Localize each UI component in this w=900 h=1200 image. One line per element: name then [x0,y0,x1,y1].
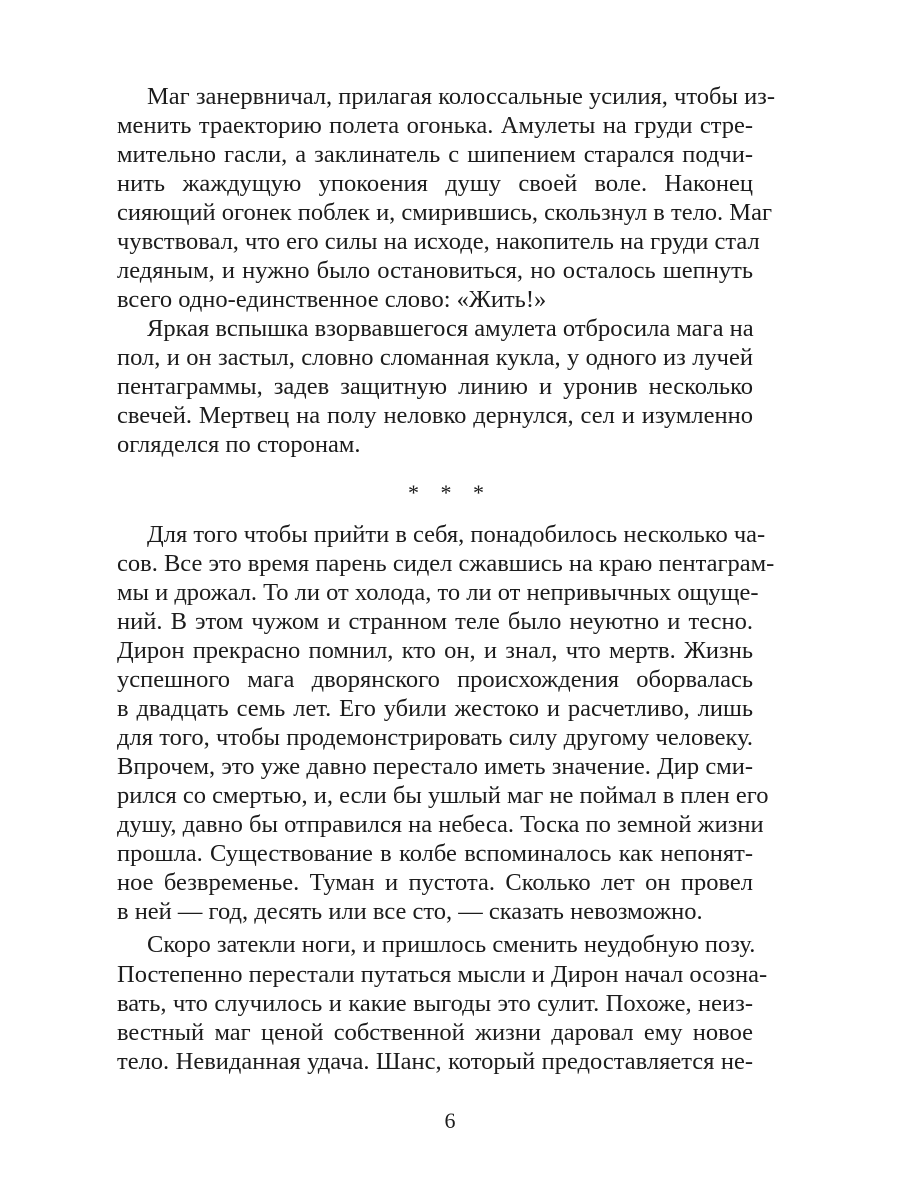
text-line: Яркая вспышка взорвавшегося амулета отбросила мага на [147,315,754,342]
text-line: вать, что случилось и какие выгоды это сулит. Похоже, неиз- [117,990,753,1017]
text-line: вестный маг ценой собственной жизни даровал ему новое [117,1019,753,1046]
text-line: Впрочем, это уже давно перестало иметь значение. Дир сми- [117,753,753,780]
text-line: Маг занервничал, прилагая колоссальные усилия, чтобы из- [147,83,776,110]
text-line: прошла. Существование в колбе вспоминалось как непонят- [117,840,753,867]
text-line: в двадцать семь лет. Его убили жестоко и расчетливо, лишь [117,695,753,722]
text-line: пентаграммы, задев защитную линию и уронив несколько [117,373,753,400]
text-line: рился со смертью, и, если бы ушлый маг не поймал в плен его [117,782,769,809]
text-line: Дирон прекрасно помнил, кто он, и знал, что мертв. Жизнь [117,637,753,664]
text-line: сов. Все это время парень сидел сжавшись на краю пентаграм- [117,550,775,577]
text-line: ний. В этом чужом и странном теле было неуютно и тесно. [117,608,753,635]
text-line: огляделся по сторонам. [117,431,361,458]
text-line: тело. Невиданная удача. Шанс, который предоставляется не- [117,1048,753,1075]
text-line: душу, давно бы отправился на небеса. Тоска по земной жизни [117,811,764,838]
text-line: успешного мага дворянского происхождения оборвалась [117,666,753,693]
text-line: нить жаждущую упокоения душу своей воле. Наконец [117,170,753,197]
text-line: ное безвременье. Туман и пустота. Сколько лет он провел [117,869,753,896]
text-line: Постепенно перестали путаться мысли и Дирон начал осозна- [117,961,768,988]
text-line: Скоро затекли ноги, и пришлось сменить неудобную позу. [147,931,756,958]
text-line: в ней — год, десять или все сто, — сказать невозможно. [117,898,703,925]
text-line: менить траекторию полета огонька. Амулеты на груди стре- [117,112,753,139]
text-line: чувствовал, что его силы на исходе, накопитель на груди стал [117,228,760,255]
text-line: свечей. Мертвец на полу неловко дернулся, сел и изумленно [117,402,753,429]
text-line: пол, и он застыл, словно сломанная кукла, у одного из лучей [117,344,753,371]
text-line: ледяным, и нужно было остановиться, но осталось шепнуть [117,257,753,284]
text-line: мы и дрожал. То ли от холода, то ли от непривычных ощуще- [117,579,759,606]
section-separator: * * * [408,480,492,505]
text-line: сияющий огонек поблек и, смирившись, скользнул в тело. Маг [117,199,773,226]
text-line: мительно гасли, а заклинатель с шипением старался подчи- [117,141,753,168]
page-number: 6 [444,1108,456,1133]
text-line: всего одно-единственное слово: «Жить!» [117,286,547,313]
text-line: для того, чтобы продемонстрировать силу другому человеку. [117,724,753,751]
text-line: Для того чтобы прийти в себя, понадобилось несколько ча- [147,521,766,548]
